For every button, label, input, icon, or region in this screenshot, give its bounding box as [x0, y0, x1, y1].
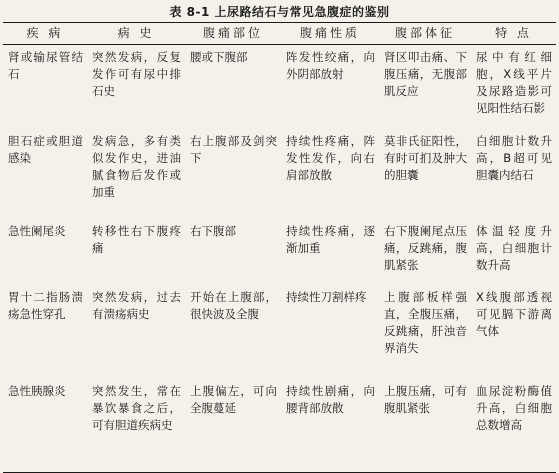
cell-disease: 肾或输尿管结石: [8, 50, 83, 81]
cell-features: 尿中有红细胞，X线平片及尿路造影可见阳性结石影: [476, 50, 552, 115]
header-history: 病 史: [87, 23, 185, 45]
cell-pain-nature: 持续性疼痛，阵发性发作，向右肩部放散: [286, 133, 375, 182]
header-disease: 疾 病: [3, 23, 87, 45]
cell-disease: 急性阑尾炎: [8, 223, 66, 238]
header-pain-nature: 腹痛性质: [281, 23, 379, 45]
cell-pain-nature: 持续性疼痛，逐渐加重: [286, 223, 375, 255]
cell-history: 突然发病，反复发作可有尿中排石史: [92, 50, 181, 98]
cell-pain-nature: 持续性刀割样疼: [286, 289, 367, 304]
cell-features: 白细胞计数升高，B超可见胆囊内结石: [476, 133, 552, 182]
cell-disease: 急性胰腺炎: [3, 379, 87, 473]
header-pain-location: 腹痛部位: [185, 23, 281, 45]
cell-disease: 胆石症或胆道感染: [8, 133, 83, 165]
header-features: 特 点: [471, 23, 556, 45]
cell-features: 血尿淀粉酶值升高，白细胞总数增高: [471, 379, 556, 473]
cell-pain-nature: 阵发性绞痛，向外阴部放射: [286, 50, 375, 81]
cell-pain-nature: 持续性剧痛，向腰背部放散: [281, 379, 379, 473]
cell-pain-location: 腰或下腹部: [190, 50, 248, 64]
table-row: [3, 219, 556, 285]
cell-pain-location: 上腹偏左，可向全腹蔓延: [185, 379, 281, 473]
table-row: [3, 379, 556, 473]
cell-history: 突然发病，过去有溃疡病史: [92, 289, 181, 321]
cell-disease: 胃十二指肠溃疡急性穿孔: [8, 289, 83, 321]
cell-pain-location: 右下腹部: [190, 223, 236, 238]
differential-table: [3, 22, 556, 473]
table-row: [3, 285, 556, 379]
cell-abdominal-signs: 上腹部板样强直，全腹压痛，反跳痛，肝浊音界消失: [384, 289, 467, 355]
cell-abdominal-signs: 上腹压痛，可有腹肌紧张: [379, 379, 471, 473]
cell-pain-location: 右上腹部及剑突下: [190, 133, 277, 165]
cell-history: 突然发生，常在暴饮暴食之后，可有胆道疾病史: [87, 379, 185, 473]
cell-abdominal-signs: 右下腹阑尾点压痛，反跳痛，腹肌紧张: [384, 223, 467, 272]
header-abdominal-signs: 腹部体征: [379, 23, 471, 45]
cell-pain-location: 开始在上腹部，很快波及全腹: [190, 289, 277, 321]
cell-features: X线腹部透视可见膈下游离气体: [476, 289, 552, 338]
header-row: [3, 23, 556, 45]
cell-abdominal-signs: 莫非氏征阳性，有时可扪及肿大的胆囊: [384, 133, 467, 182]
table-row: [3, 45, 556, 129]
cell-history: 转移性右下腹疼痛: [92, 223, 181, 255]
cell-abdominal-signs: 肾区叩击痛、下腹压痛，无腹部肌反应: [384, 50, 467, 98]
cell-features: 体温轻度升高，白细胞计数升高: [476, 223, 552, 272]
table-caption: 表 8-1 上尿路结石与常见急腹症的鉴别: [169, 5, 390, 19]
table-row: [3, 129, 556, 219]
cell-history: 发病急，多有类似发作史，进油腻食物后发作或加重: [92, 133, 181, 199]
